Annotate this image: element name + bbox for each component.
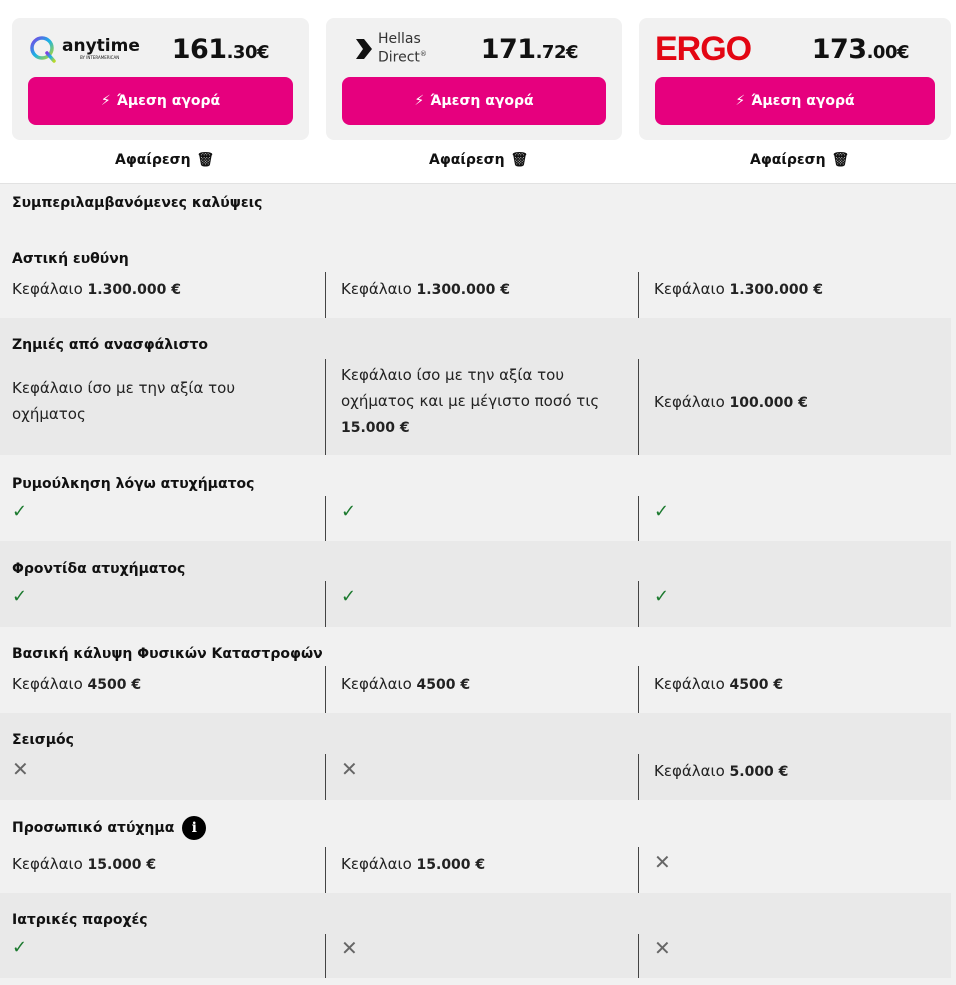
coverage-cell-icon xyxy=(654,499,944,525)
column-divider xyxy=(638,581,639,627)
trash-icon: 🗑 xyxy=(510,152,529,168)
coverage-cell-icon xyxy=(12,935,312,961)
coverage-row xyxy=(0,318,951,455)
coverage-title-text: Ζημιές από ανασφάλιστο xyxy=(12,337,209,353)
cell-amount: 5.000 € xyxy=(729,764,789,780)
comparison-header xyxy=(0,0,956,184)
cell-amount: 100.000 € xyxy=(729,395,808,411)
buy-button-ergo[interactable]: ⚡ Άμεση αγορά xyxy=(655,77,935,125)
coverage-title-text: Σεισμός xyxy=(12,732,74,748)
column-divider xyxy=(638,272,639,318)
coverage-row xyxy=(0,627,951,713)
column-divider xyxy=(638,754,639,800)
provider-card-hellas-direct xyxy=(326,18,622,140)
remove-button-hellas-direct[interactable]: Αφαίρεση 🗑 xyxy=(429,152,529,168)
provider-card-anytime xyxy=(12,18,309,140)
cell-text: Κεφάλαιο ίσο με την αξία του οχήματος και με μέγιστο ποσό τις xyxy=(341,366,600,410)
column-divider xyxy=(325,581,326,627)
trash-icon: 🗑 xyxy=(831,152,850,168)
lightning-icon: ⚡ xyxy=(100,93,111,109)
check-icon: ✓ xyxy=(654,586,670,607)
hellas-name-bottom: Direct xyxy=(378,49,420,66)
coverage-row xyxy=(0,541,951,627)
column-divider xyxy=(638,934,639,978)
cell-text: Κεφάλαιο ίσο με την αξία του οχήματος xyxy=(12,379,236,423)
hellas-direct-logo: Hellas Direct® xyxy=(354,32,427,66)
coverage-title xyxy=(12,251,129,267)
cell-text: Κεφάλαιο xyxy=(12,855,88,873)
lightning-icon: ⚡ xyxy=(414,93,425,109)
coverage-row xyxy=(0,713,951,800)
price-ergo: 173.00€ xyxy=(811,34,909,65)
buy-button-hellas-direct[interactable]: ⚡ Άμεση αγορά xyxy=(342,77,606,125)
cell-amount: 4500 € xyxy=(416,677,471,693)
cross-icon: ✕ xyxy=(654,850,671,874)
coverage-title-text: Φροντίδα ατυχήματος xyxy=(12,561,186,577)
ergo-logo xyxy=(655,29,752,68)
column-divider xyxy=(325,496,326,541)
cross-icon: ✕ xyxy=(12,757,29,781)
cell-text: Κεφάλαιο xyxy=(654,762,730,780)
cell-amount: 4500 € xyxy=(729,677,784,693)
anytime-logo-icon xyxy=(28,34,58,64)
included-coverages-title: Συμπεριλαμβανόμενες καλύψεις xyxy=(12,195,263,211)
coverage-cell-icon xyxy=(341,499,631,525)
coverage-title xyxy=(12,337,208,353)
cell-text: Κεφάλαιο xyxy=(341,280,417,298)
column-divider xyxy=(638,847,639,893)
column-divider xyxy=(325,666,326,713)
anytime-sub: BY INTERAMERICAN xyxy=(80,55,120,60)
check-icon: ✓ xyxy=(12,501,28,522)
cell-text: Κεφάλαιο xyxy=(654,393,730,411)
trash-icon: 🗑 xyxy=(196,152,215,168)
cell-amount: 4500 € xyxy=(87,677,142,693)
ergo-name: ERGO xyxy=(655,29,752,68)
cell-text: Κεφάλαιο xyxy=(654,280,730,298)
cross-icon: ✕ xyxy=(341,757,358,781)
coverage-title xyxy=(12,732,74,748)
coverage-cell-value xyxy=(341,276,631,303)
price-hellas-direct: 171.72€ xyxy=(480,34,578,65)
coverage-cell-icon xyxy=(654,584,944,610)
coverage-title-text: Βασική κάλυψη Φυσικών Καταστροφών xyxy=(12,646,323,662)
coverage-row xyxy=(0,893,951,978)
coverage-cell-value xyxy=(341,851,631,878)
buy-button-anytime[interactable]: ⚡ Άμεση αγορά xyxy=(28,77,293,125)
coverage-title xyxy=(12,816,206,840)
coverage-title-text: Ιατρικές παροχές xyxy=(12,912,148,928)
coverage-cell-value xyxy=(654,758,944,785)
cell-text: Κεφάλαιο xyxy=(341,855,417,873)
coverage-title-text: Αστική ευθύνη xyxy=(12,251,129,267)
anytime-logo xyxy=(28,32,140,66)
check-icon: ✓ xyxy=(341,501,357,522)
cross-icon: ✕ xyxy=(341,936,358,960)
column-divider xyxy=(325,934,326,978)
remove-button-anytime[interactable]: Αφαίρεση 🗑 xyxy=(115,152,215,168)
cell-amount: 15.000 € xyxy=(416,857,486,873)
coverage-row xyxy=(0,800,951,893)
hellas-direct-chevron-icon xyxy=(354,37,374,61)
coverage-cell-value xyxy=(341,362,631,441)
coverage-cell-value xyxy=(12,671,312,698)
coverage-cell-value xyxy=(654,389,944,416)
lightning-icon: ⚡ xyxy=(735,93,746,109)
cell-text: Κεφάλαιο xyxy=(12,280,88,298)
hellas-name-top: Hellas xyxy=(378,31,421,48)
provider-card-ergo xyxy=(639,18,951,140)
check-icon: ✓ xyxy=(654,501,670,522)
coverage-row xyxy=(0,455,951,541)
check-icon: ✓ xyxy=(12,937,28,958)
column-divider xyxy=(325,359,326,455)
coverage-title xyxy=(12,561,185,577)
check-icon: ✓ xyxy=(12,586,28,607)
column-divider xyxy=(638,359,639,455)
remove-button-ergo[interactable]: Αφαίρεση 🗑 xyxy=(750,152,850,168)
cell-text: Κεφάλαιο xyxy=(12,675,88,693)
coverage-cell-value xyxy=(654,671,944,698)
coverage-row xyxy=(0,242,951,318)
cell-amount: 15.000 € xyxy=(341,420,410,436)
column-divider xyxy=(325,754,326,800)
coverage-title xyxy=(12,912,148,928)
check-icon: ✓ xyxy=(341,586,357,607)
coverage-cell-value xyxy=(654,276,944,303)
coverage-cell-icon xyxy=(12,584,312,610)
cell-amount: 1.300.000 € xyxy=(416,282,510,298)
coverage-cell-value xyxy=(12,375,312,427)
coverage-title-text: Ρυμούλκηση λόγω ατυχήματος xyxy=(12,476,255,492)
column-divider xyxy=(638,666,639,713)
column-divider xyxy=(638,496,639,541)
coverage-cell-value xyxy=(12,851,312,878)
coverage-cell-icon xyxy=(12,756,312,784)
cell-text: Κεφάλαιο xyxy=(654,675,730,693)
coverage-title xyxy=(12,476,254,492)
coverage-cell-icon xyxy=(654,849,944,877)
column-divider xyxy=(325,847,326,893)
coverage-title-text: Προσωπικό ατύχημα xyxy=(12,820,175,836)
cell-amount: 1.300.000 € xyxy=(87,282,181,298)
coverage-cell-icon xyxy=(341,756,631,784)
coverage-cell-icon xyxy=(12,499,312,525)
anytime-name: anytime xyxy=(62,36,140,56)
cell-amount: 1.300.000 € xyxy=(729,282,823,298)
cross-icon: ✕ xyxy=(654,936,671,960)
coverage-cell-icon xyxy=(341,935,631,963)
coverage-title xyxy=(12,646,323,662)
cell-amount: 15.000 € xyxy=(87,857,157,873)
cell-text: Κεφάλαιο xyxy=(341,675,417,693)
column-divider xyxy=(325,272,326,318)
price-anytime: 161.30€ xyxy=(171,34,269,65)
coverage-cell-value xyxy=(12,276,312,303)
info-icon[interactable]: i xyxy=(182,816,206,840)
coverage-cell-value xyxy=(341,671,631,698)
coverage-cell-icon xyxy=(341,584,631,610)
coverage-cell-icon xyxy=(654,935,944,963)
